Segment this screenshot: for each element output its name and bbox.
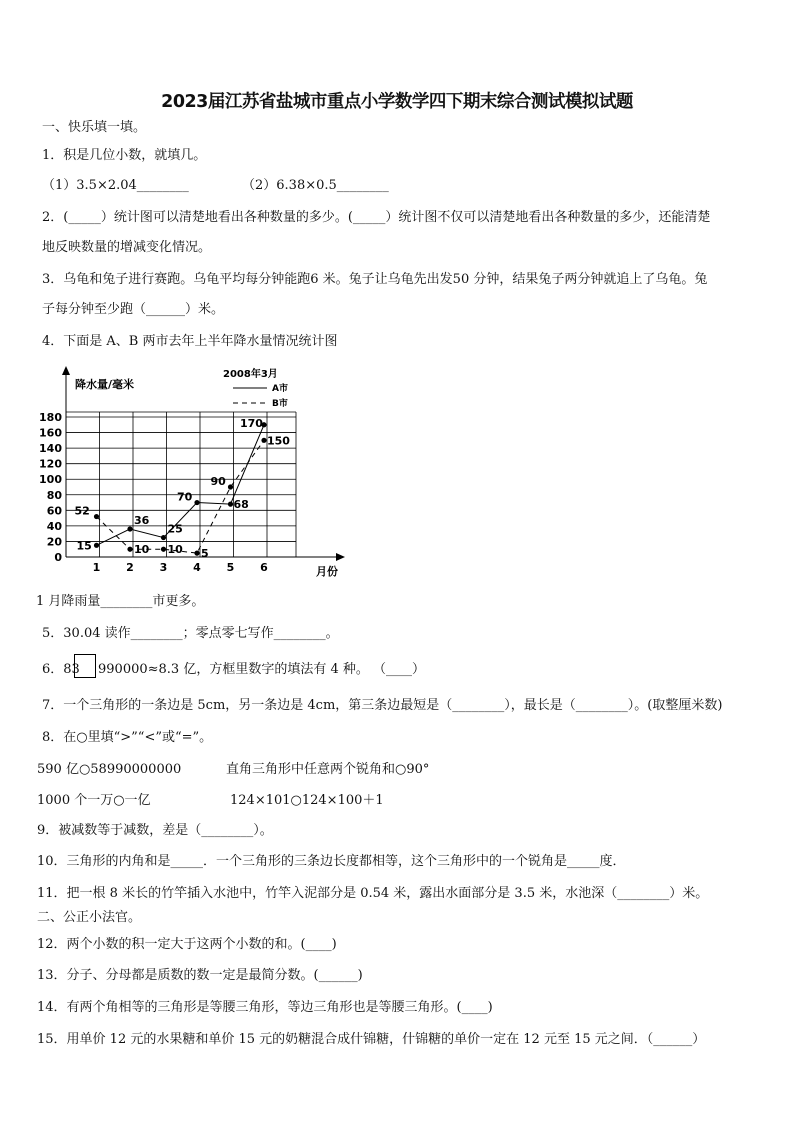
data-label: 52 <box>74 504 90 518</box>
data-label: 10 <box>167 543 183 557</box>
data-point <box>228 502 233 507</box>
data-label: 36 <box>134 514 150 527</box>
data-point <box>127 526 132 531</box>
question-1-part-1: （1）3.5×2.04________ <box>42 178 189 193</box>
question-1-part-2: （2）6.38×0.5________ <box>242 178 389 193</box>
question-10: 10．三角形的内角和是_____．一个三角形的三条边长度都相等，这个三角形中的一个锐角是_____度． <box>37 854 626 869</box>
y-tick-label: 120 <box>39 457 62 471</box>
data-label: 15 <box>76 539 92 553</box>
question-13: 13．分子、分母都是质数的数一定是最简分数。(______) <box>37 968 363 983</box>
question-15: 15．用单价 12 元的水果糖和单价 15 元的奶糖混合成什锦糖，什锦糖的单价一定在 12 元至 15 元之间．（______） <box>37 1032 706 1047</box>
data-point <box>261 438 266 443</box>
question-9: 9．被减数等于减数，差是（________）。 <box>37 823 273 838</box>
question-8-item-1: 590 亿○58990000000 <box>37 762 182 777</box>
question-8-item-4: 124×101○124×100＋1 <box>230 793 384 808</box>
data-point <box>161 547 166 552</box>
data-point <box>228 484 233 489</box>
section-1-heading: 一、快乐填一填。 <box>42 120 147 135</box>
y-tick-label: 100 <box>39 473 62 487</box>
x-tick-label: 2 <box>126 561 134 574</box>
data-point <box>161 535 166 540</box>
x-tick-label: 1 <box>92 561 101 574</box>
question-8-item-2: 直角三角形中任意两个锐角和○90° <box>226 762 430 777</box>
y-axis-arrow <box>62 366 70 375</box>
y-tick-label: 140 <box>39 442 62 456</box>
y-tick-label: 180 <box>39 411 62 424</box>
data-point <box>194 551 199 556</box>
data-label: 150 <box>267 434 290 448</box>
chart-title: 2008年3月 <box>223 369 278 380</box>
question-3-line-2: 子每分钟至少跑（______）米。 <box>42 302 225 317</box>
chart-x-axis-label: 月份 <box>316 565 338 578</box>
data-label: 70 <box>177 490 193 504</box>
section-2-heading: 二、公正小法官。 <box>37 910 142 925</box>
question-3-line-1: 3．乌龟和兔子进行赛跑。乌龟平均每分钟能跑6 米。兔子让乌龟先出发50 分钟，结果兔子两分钟就追上了乌龟。兔 <box>42 272 708 287</box>
data-point <box>194 500 199 505</box>
legend-label-a: A市 <box>272 384 288 394</box>
y-tick-label: 80 <box>46 488 62 502</box>
question-2-line-2: 地反映数量的增减变化情况。 <box>42 240 212 255</box>
x-tick-label: 3 <box>159 561 168 574</box>
data-label: 170 <box>240 416 263 430</box>
question-1 <box>42 148 206 164</box>
rainfall-line-chart <box>30 360 350 585</box>
question-2-line-1: 2．(_____）统计图可以清楚地看出各种数量的多少。(_____）统计图不仅可以清楚地看出各种数量的多少，还能清楚 <box>42 210 711 225</box>
y-tick-label: 40 <box>46 519 62 533</box>
data-label: 68 <box>233 498 249 512</box>
y-tick-label: 0 <box>54 551 62 564</box>
y-tick-label: 160 <box>39 426 62 440</box>
question-6-text: 990000≈8.3 亿，方框里数字的填法有 4 种。 （____） <box>98 662 425 677</box>
question-4-sub: 1 月降雨量________市更多。 <box>36 594 205 609</box>
question-8: 8．在○里填“>”“<”或“=”。 <box>42 730 213 745</box>
data-label: 5 <box>201 547 209 561</box>
x-tick-label: 5 <box>226 561 235 574</box>
question-7: 7．一个三角形的一条边是 5cm，另一条边是 4cm，第三条边最短是（________），最长是（________）。(取整厘米数) <box>42 698 723 713</box>
data-label: 10 <box>134 543 150 557</box>
question-11: 11．把一根 8 米长的竹竿插入水池中，竹竿入泥部分是 0.54 米，露出水面部分是 3.5 米，水池深（________）米。 <box>37 886 709 901</box>
page-title: 2023届江苏省盐城市重点小学数学四下期末综合测试模拟试题 <box>161 92 633 112</box>
y-tick-label: 60 <box>46 504 62 518</box>
question-12: 12．两个小数的积一定大于这两个小数的和。(____) <box>37 937 337 952</box>
data-point <box>127 547 132 552</box>
data-label: 90 <box>210 475 226 488</box>
data-label: 25 <box>167 522 183 536</box>
question-6-prefix: 6．83 <box>42 662 80 677</box>
question-4: 4．下面是 A、B 两市去年上半年降水量情况统计图 <box>42 334 338 349</box>
question-14: 14．有两个角相等的三角形是等腰三角形，等边三角形也是等腰三角形。(____) <box>37 1000 493 1015</box>
legend-label-b: B市 <box>272 399 288 409</box>
question-1-text: 积是几位小数，就填几。 <box>63 148 207 163</box>
data-point <box>94 543 99 548</box>
data-point <box>94 514 99 519</box>
question-5: 5．30.04 读作________；零点零七写作________。 <box>42 626 339 641</box>
question-8-item-3: 1000 个一万○一亿 <box>37 793 151 808</box>
x-tick-label: 6 <box>260 561 268 574</box>
x-tick-label: 4 <box>193 561 201 574</box>
chart-y-axis-label: 降水量/毫米 <box>75 378 135 391</box>
x-axis-arrow <box>336 553 345 561</box>
chart-series <box>94 422 267 556</box>
question-1-number: 1． <box>42 148 64 163</box>
answer-box <box>74 654 96 678</box>
y-tick-label: 20 <box>46 535 62 549</box>
